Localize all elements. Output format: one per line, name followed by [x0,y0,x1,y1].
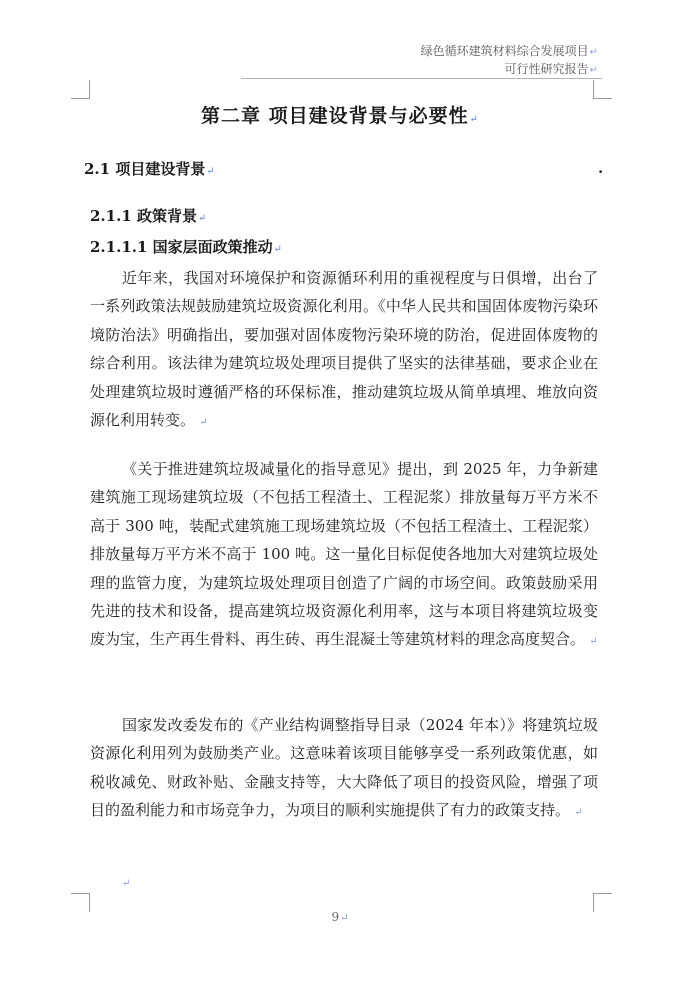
header-line-1: 绿色循环建筑材料综合发展项目↵ [420,44,598,58]
subsection-heading[interactable]: 2.1.1 政策背景↵ [90,207,207,225]
margin-corner-top-left [71,80,90,99]
header-rule [241,78,602,79]
page-number: 9↵ [331,910,349,924]
header-line-2: 可行性研究报告↵ [504,62,598,76]
subsubsection-heading[interactable]: 2.1.1.1 国家层面政策推动↵ [90,238,283,256]
body-paragraph[interactable]: 《关于推进建筑垃圾减量化的指导意见》提出，到 2025 年，力争新建建筑施工现场建筑垃圾（不包括工程渣土、工程泥浆）排放量每万平方米不高于 300 吨，装配式建筑施工现场建筑垃圾（不包括工程渣土、工程泥浆）排放量每万平方米不高于 100 吨。这一量化目标促使各地加大对建筑垃圾处理的监管力度，为建筑垃圾处理项目创造了广阔的市场空间。政策鼓励采用先进的技术和设备，提高建筑垃圾资源化利用率，这与本项目将建筑垃圾变废为宝，生产再生骨料、再生砖、再生混凝土等建筑材料的理念高度契合。 ↵ [90,460,598,649]
page-header[interactable] [421,43,598,79]
paragraph-mark-dot: . [598,159,604,177]
body-paragraph[interactable]: 国家发改委发布的《产业结构调整指导目录（2024 年本）》将建筑垃圾资源化利用列为鼓励类产业。这意味着该项目能够享受一系列政策优惠，如税收减免、财政补贴、金融支持等，大大降低了项目的投资风险，增强了项目的盈利能力和市场竞争力，为项目的顺利实施提供了有力的政策支持。 ↵ [90,716,598,820]
empty-paragraph-mark[interactable]: ↵ [122,878,131,889]
margin-corner-top-right [593,80,612,99]
body-paragraph[interactable]: 近年来，我国对环境保护和资源循环利用的重视程度与日俱增，出台了一系列政策法规鼓励建筑垃圾资源化利用。《中华人民共和国固体废物污染环境防治法》明确指出，要加强对固体废物污染环境的防治，促进固体废物的综合利用。该法律为建筑垃圾处理项目提供了坚实的法律基础，要求企业在处理建筑垃圾时遵循严格的环保标准，推动建筑垃圾从简单填埋、堆放向资源化利用转变。 ↵ [90,269,598,430]
chapter-title[interactable]: 第二章 项目建设背景与必要性↵ [200,105,479,127]
section-heading[interactable]: 2.1 项目建设背景↵ [84,160,215,178]
